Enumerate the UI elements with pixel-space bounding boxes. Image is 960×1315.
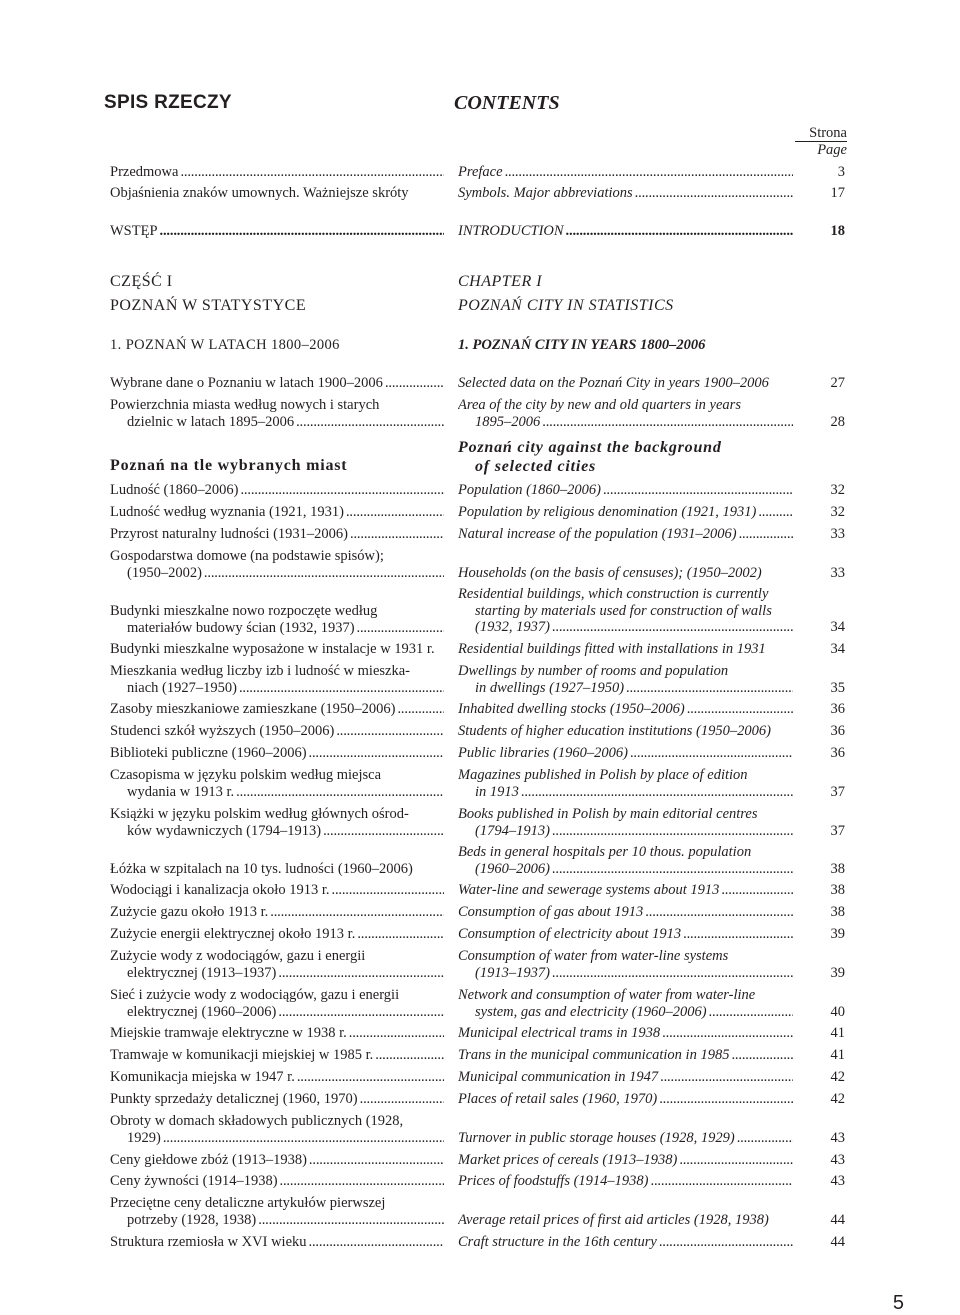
entry-en: Municipal electrical trams in 1938 xyxy=(458,1025,661,1041)
entry-en: Inhabited dwelling stocks (1950–2006) xyxy=(458,701,685,717)
entry-pl: Budynki mieszkalne nowo rozpoczęte według xyxy=(110,603,378,619)
entry-page: 42 xyxy=(830,1069,845,1085)
entry-en: Poznań city against the background xyxy=(458,439,722,456)
entry-pl: Gospodarstwa domowe (na podstawie spisów); xyxy=(110,548,384,564)
entry-en: Students of higher education institutions (1950–2006) xyxy=(458,723,771,739)
entry-pl: Poznań na tle wybranych miast xyxy=(110,457,348,474)
entry-en: INTRODUCTION xyxy=(458,223,564,239)
entry-pl: materiałów budowy ścian (1932, 1937) xyxy=(127,619,355,636)
entry-page: 18 xyxy=(830,223,845,239)
entry-en: Craft structure in the 16th century xyxy=(458,1234,657,1250)
entry-page: 42 xyxy=(830,1091,845,1107)
entry-en: CHAPTER I xyxy=(458,273,543,290)
entry-en: (1913–1937) xyxy=(475,964,550,981)
entry-en: Population by religious denomination (1921, 1931) xyxy=(458,504,757,520)
entry-en: Network and consumption of water from water-line xyxy=(458,987,756,1003)
entry-pl: Czasopisma w języku polskim według miejsca xyxy=(110,767,382,783)
entry-pl: Objaśnienia znaków umownych. Ważniejsze skróty xyxy=(110,185,409,201)
entry-page: 27 xyxy=(830,375,845,391)
entry-page: 37 xyxy=(830,784,845,800)
entry-en: Residential buildings, which construction is currently xyxy=(458,586,769,602)
entry-en: Households (on the basis of censuses); (1950–2002) xyxy=(458,565,762,581)
entry-pl: 1. POZNAŃ W LATACH 1800–2006 xyxy=(110,337,340,353)
entry-pl: 1929) xyxy=(127,1129,161,1146)
entry-pl: ków wydawniczych (1794–1913) xyxy=(127,822,322,839)
entry-pl: Powierzchnia miasta według nowych i starych xyxy=(110,397,380,413)
page-number: 5 xyxy=(892,1292,904,1314)
entry-en: Prices of foodstuffs (1914–1938) xyxy=(458,1173,649,1189)
entry-page: 17 xyxy=(830,185,845,201)
entry-page: 43 xyxy=(830,1173,845,1189)
title-pl: SPIS RZECZY xyxy=(104,92,232,113)
title-en: CONTENTS xyxy=(454,92,560,114)
entry-en: Population (1860–2006) xyxy=(458,482,601,498)
entry-en: Turnover in public storage houses (1928, 1929) xyxy=(458,1130,735,1146)
entry-pl: Ceny giełdowe zbóż (1913–1938) xyxy=(110,1152,307,1168)
entry-page: 28 xyxy=(830,414,845,430)
entry-pl: Zużycie gazu około 1913 r. xyxy=(110,904,269,920)
entry-en: system, gas and electricity (1960–2006) xyxy=(475,1003,707,1020)
page-label-en: Page xyxy=(795,141,847,158)
entry-pl: Komunikacja miejska w 1947 r. xyxy=(110,1069,295,1085)
entry-en: Natural increase of the population (1931–2006) xyxy=(458,526,737,542)
entry-pl: Ceny żywności (1914–1938) xyxy=(110,1173,278,1189)
page-label-pl: Strona xyxy=(809,125,847,141)
entry-en: in 1913 xyxy=(475,783,519,800)
entry-page: 38 xyxy=(830,861,845,877)
entry-page: 44 xyxy=(830,1234,845,1250)
entry-en: POZNAŃ CITY IN STATISTICS xyxy=(458,297,674,314)
entry-pl: potrzeby (1928, 1938) xyxy=(127,1211,257,1228)
entry-en: (1960–2006) xyxy=(475,860,550,877)
entry-page: 34 xyxy=(830,619,845,635)
entry-en: Water-line and sewerage systems about 1913 xyxy=(458,882,720,898)
entry-en: 1. POZNAŃ CITY IN YEARS 1800–2006 xyxy=(458,337,706,353)
entry-pl: Ludność według wyznania (1921, 1931) xyxy=(110,504,344,520)
entry-page: 36 xyxy=(830,745,845,761)
entry-page: 37 xyxy=(830,823,845,839)
entry-page: 43 xyxy=(830,1152,845,1168)
entry-pl: wydania w 1913 r. xyxy=(127,783,235,800)
entry-pl: Przedmowa xyxy=(110,164,179,180)
entry-page: 40 xyxy=(830,1004,845,1020)
entry-en: Dwellings by number of rooms and population xyxy=(458,663,729,679)
entry-pl: elektrycznej (1960–2006) xyxy=(127,1003,277,1020)
entry-en: Trans in the municipal communication in 1985 xyxy=(458,1047,730,1063)
entry-pl: Wodociągi i kanalizacja około 1913 r. xyxy=(110,882,330,898)
entry-page: 3 xyxy=(837,164,845,180)
entry-en: Places of retail sales (1960, 1970) xyxy=(458,1091,658,1107)
entry-pl: Przyrost naturalny ludności (1931–2006) xyxy=(110,526,349,542)
entry-page: 39 xyxy=(830,926,845,942)
entry-pl: (1950–2002) xyxy=(127,564,202,581)
entry-pl: Zużycie energii elektrycznej około 1913 r. xyxy=(110,926,356,942)
entry-pl: POZNAŃ W STATYSTYCE xyxy=(110,297,307,314)
entry-en: (1794–1913) xyxy=(475,822,550,839)
entry-pl: Tramwaje w komunikacji miejskiej w 1985 r. xyxy=(110,1047,374,1063)
entry-pl: Zasoby mieszkaniowe zamieszkane (1950–2006) xyxy=(110,701,396,717)
page-column-header xyxy=(795,125,847,158)
entry-page: 38 xyxy=(830,882,845,898)
entry-en: 1895–2006 xyxy=(475,413,541,430)
entry-en: Preface xyxy=(458,164,503,180)
entry-page: 39 xyxy=(830,965,845,981)
entry-en: in dwellings (1927–1950) xyxy=(475,679,625,696)
entry-pl: Miejskie tramwaje elektryczne w 1938 r. xyxy=(110,1025,347,1041)
entry-pl: Wybrane dane o Poznaniu w latach 1900–2006 xyxy=(110,375,383,391)
entry-page: 38 xyxy=(830,904,845,920)
entry-pl: Budynki mieszkalne wyposażone w instalacje w 1931 r. xyxy=(110,641,435,657)
entry-en: Symbols. Major abbreviations xyxy=(458,185,633,201)
entry-en: of selected cities xyxy=(475,458,597,475)
entry-page: 35 xyxy=(830,680,845,696)
entry-pl: WSTĘP xyxy=(110,223,158,239)
entry-pl: Struktura rzemiosła w XVI wieku xyxy=(110,1234,307,1250)
entry-en: Average retail prices of first aid articles (1928, 1938) xyxy=(458,1212,769,1228)
entry-pl: Łóżka w szpitalach na 10 tys. ludności (1960–2006) xyxy=(110,861,413,877)
entry-pl: CZĘŚĆ I xyxy=(110,273,173,290)
entry-pl: dzielnic w latach 1895–2006 xyxy=(127,413,295,430)
entry-page: 41 xyxy=(830,1047,845,1063)
entry-en: Public libraries (1960–2006) xyxy=(458,745,628,761)
entry-en: Consumption of gas about 1913 xyxy=(458,904,644,920)
entry-pl: Książki w języku polskim według głównych ośrod- xyxy=(110,806,409,822)
entry-en: Consumption of water from water-line systems xyxy=(458,948,729,964)
entry-page: 41 xyxy=(830,1025,845,1041)
entry-pl: Sieć i zużycie wody z wodociągów, gazu i energii xyxy=(110,987,400,1003)
entry-pl: elektrycznej (1913–1937) xyxy=(127,964,277,981)
entry-page: 36 xyxy=(830,701,845,717)
entry-page: 33 xyxy=(830,565,845,581)
entry-en: starting by materials used for construction of walls xyxy=(475,602,772,619)
entry-en: Books published in Polish by main editorial centres xyxy=(458,806,758,822)
entry-pl: niach (1927–1950) xyxy=(127,679,237,696)
entry-pl: Punkty sprzedaży detalicznej (1960, 1970) xyxy=(110,1091,358,1107)
entry-pl: Przeciętne ceny detaliczne artykułów pierwszej xyxy=(110,1195,386,1211)
entry-en: Market prices of cereals (1913–1938) xyxy=(458,1152,678,1168)
entry-en: Area of the city by new and old quarters in years xyxy=(458,397,741,413)
entry-page: 33 xyxy=(830,526,845,542)
entry-en: Selected data on the Poznań City in years 1900–2006 xyxy=(458,375,769,391)
entry-pl: Zużycie wody z wodociągów, gazu i energii xyxy=(110,948,366,964)
entry-en: Municipal communication in 1947 xyxy=(458,1069,659,1085)
entry-pl: Studenci szkół wyższych (1950–2006) xyxy=(110,723,335,739)
entry-pl: Biblioteki publiczne (1960–2006) xyxy=(110,745,307,761)
entry-en: (1932, 1937) xyxy=(475,619,550,635)
entry-en: Consumption of electricity about 1913 xyxy=(458,926,682,942)
entry-page: 32 xyxy=(830,504,845,520)
entry-page: 34 xyxy=(830,641,845,657)
entry-pl: Mieszkania według liczby izb i ludność w mieszka- xyxy=(110,663,410,679)
entry-pl: Ludność (1860–2006) xyxy=(110,482,239,498)
entry-en: Residential buildings fitted with installations in 1931 xyxy=(458,641,766,657)
entry-en: Beds in general hospitals per 10 thous. population xyxy=(458,844,752,860)
entry-page: 43 xyxy=(830,1130,845,1146)
entry-page: 44 xyxy=(830,1212,845,1228)
entry-page: 32 xyxy=(830,482,845,498)
entry-en: Magazines published in Polish by place of edition xyxy=(458,767,748,783)
entry-page: 36 xyxy=(830,723,845,739)
entry-pl: Obroty w domach składowych publicznych (1928, xyxy=(110,1113,404,1129)
